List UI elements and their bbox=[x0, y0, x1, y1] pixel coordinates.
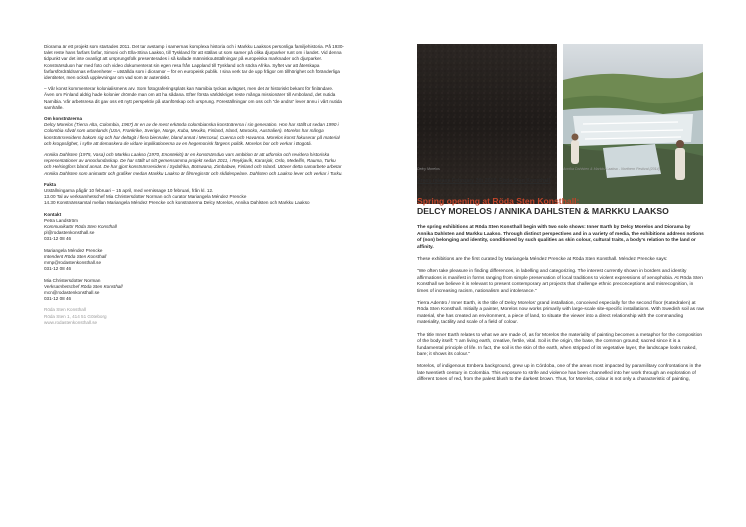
footer-org: Röda Sten Konsthall bbox=[44, 307, 86, 313]
contact-1-phone: 031-12 08 46 bbox=[44, 236, 72, 242]
contact-3-name: Mia Christersdotter Norman bbox=[44, 277, 101, 283]
intro-paragraph-2: – Vår konst kommenterar kolonialismens arv. Som fotograferingsplats kan Namibia tyckas avlägset, men det är historiskt bekant för finländare. Även om Finland aldrig hade kolonier drömde man om att ha sådana. Efter första världskriget reste många missionärer till Amboland, det nutida Namibia. Vår arbetsresa dit gav oss ett nytt perspektiv på utanförskap och ursprung. Föreställningar om oss och "de andra" lever ännu i vårt nutida samhälle. bbox=[44, 86, 342, 110]
body-paragraph-3: Tierra Adentro / Inner Earth, is the title of Delcy Morelos' grand installation, conceived especially for the second floor (Katedralen) at Röda Sten Konsthall. Initially a painter, Morelos now works primarily with large-scale site-specific installations. With Swedish soil as raw material, she has created an environment, a piece of land, to situate the viewer into a direct relationship with the commanding materiality, tactility and scale of a field of colour. bbox=[417, 301, 705, 326]
right-page bbox=[373, 0, 746, 527]
contact-2-name: Mariangela Méndez Prencke bbox=[44, 247, 103, 253]
facts-heading: Fakta bbox=[44, 181, 57, 187]
about-dahlsten-laakso: Annika Dahlsten (1975, Vasa) och Markku Laakso (1970, Enontekiö) är en konstnärsduo vars ambition är att utforska och revidera historiska representationer av annorlundaskap. De har ställt ut sitt gemensamma projekt sedan 2011, i Reykjavík, Karasjok, Oslo, Medellín, Rauma, Turku och Helsingfors bland annat. De har gjort konstnärsresidens i Sydafrika, Botswana, Zimbabwe, Finland och Island. Utöver detta samarbete arbetar Annika Dahlsten som animatör och grafiker medan Markku Laakso är filmregissör och skådespelare. Dahlsten och Laakso lever och verkar i Turku. bbox=[44, 152, 343, 176]
headline: Spring opening at Röda Sten Konsthall: bbox=[417, 196, 580, 207]
facts-line-3: 14.30 Konstnärssamtal mellan Mariangela Méndez Prencke och konstnärerna Delcy Morelos, Annika Dahlsten och Markku Laakso bbox=[44, 200, 310, 206]
caption-dahlsten-laakso: Annika Dahlsten & Markku Laakso - Northern Festival (2014) bbox=[563, 167, 660, 171]
contact-3-email[interactable]: mcn@rodastenkonsthall.se bbox=[44, 289, 100, 295]
about-morelos: Delcy Morelos (Tierra Alta, Colombia, 1967) är en av de mest erkända colombianska konstnärerna i sin generation. Hon har ställt ut sedan 1990 i Colombia såväl som utomlands (USA, Frankrike, Sverige, Norge, Kuba, Mexiko, Finland, Irland, Marocko, Australien). Morelos har många konstnärsresidens bakom sig och har deltagit i flera biennaler, bland annat i Mercosul, Cuenca och Havanna. Morelos konst fokuserar på material och kroppslighet, i syfte att demaskera de vidare implikationerna av en hegemonisk färgens politik. Morelos bor och verkar i Bogotá. bbox=[44, 122, 340, 146]
contact-2-phone: 031-12 08 46 bbox=[44, 266, 72, 272]
body-paragraph-1: These exhibitions are the first curated by Mariangela Méndez Prencke at Röda Sten Konsthall. Méndez Prencke says: bbox=[417, 257, 668, 263]
footer-website[interactable]: www.rodastenkonsthall.se bbox=[44, 319, 98, 325]
facts-line-1: Utställningarna pågår 10 februari – 15 april, med vernissage 10 februari, från kl. 12. bbox=[44, 188, 214, 194]
contact-1-name: Petra Landström bbox=[44, 217, 78, 223]
body-paragraph-2: "We often take pleasure in finding differences, in labelling and categorizing. The interest currently shown in borders and identity affirmations is manifest in forms ranging from simple preservation of local traditions to violent expressions of xenophobia. At Röda Sten Konsthall we believe it is relevant to present contemporary art projects that challenge ethnic preconceptions and misrecognition, in times of increasing racism, nationalism and intolerance." bbox=[417, 269, 703, 294]
english-text-column bbox=[417, 178, 705, 390]
footer-address: Röda Sten 1, 414 51 Göteborg bbox=[44, 313, 107, 319]
contact-heading: Kontakt bbox=[44, 211, 62, 217]
contact-1-role: Kommunikatör Röda Sten Konsthall bbox=[44, 224, 117, 230]
about-heading: Om konstnärerna bbox=[44, 116, 83, 122]
intro-paragraph-1: Diorama är ett projekt som startades 2011. Det tar avstamp i samernas komplexa historia och i Markku Laaksos personliga familjehistoria. På 1930-talet reste hans farfars farfar, Simoni och Ella-Stina Laakso, till Tyskland för att ställas ut som samer på olika djurparker runt om i landet. Vid denna tidpunkt var det inte ovanligt att ursprungsfolk presenterades i så kallade människoutställningar på europeiska marknader och djurparker. Konstnärsduon har med foto och video dokumenterat sin egen resa från Lappland till Tyskland och södra Afrika. Syftet var att återskapa farfarsfördräldrarnas erfarenheter – utställda som i dioramor – för en europeisk publik. I sina verk tar de upp frågor om tillhörighet och föränderliga identiteter, men också upplevningar om vad som är autentiskt. bbox=[44, 44, 344, 81]
body-paragraph-4: The title Inner Earth relates to what we are made of, as for Morelos the materiality of painting becomes a metaphor for the composition of the body itself: "I am living earth, creative, fertile, vital. Soil is the origin, the base, the common ground; sacred since it is a fundamental principle of life. In fact, the soil is the skin of the earth, when stripped of its vegetative layer, the landscape looks naked, bare; it shows its colour." bbox=[417, 332, 703, 357]
body-paragraph-5: Morelos, of indigenous Embera background, grew up in Córdoba, one of the areas most impacted by paramilitary confrontations in the late twentieth century in Colombia. This exposure to strife and violence has been channelled into her work through an exploration of different tones of red, from the palest blush to the darkest brown. Thus, for Morelos, colour is not only a characteristic of painting, bbox=[417, 364, 702, 383]
lead-paragraph: The spring exhibitions at Röda Sten Konsthall begin with two solo shows: Inner Earth by Delcy Morelos and Diorama by Annika Dahlsten and Markku Laakso. Through distinct perspectives and in a variety of media, the exhibitions address notions of (non) belonging and identity, conditioned by such qualities as skin colour, cultural traits, a body's relation to the land or affinity. bbox=[417, 225, 704, 250]
artists-headline: DELCY MORELOS / ANNIKA DAHLSTEN & MARKKU LAAKSO bbox=[417, 206, 669, 217]
swedish-text-column bbox=[44, 44, 344, 326]
contact-2-email[interactable]: mmp@rodastenkonsthall.se bbox=[44, 260, 102, 266]
facts-line-2: 13.00 Tal av verksamhetschef Mia Christersdotter Norman och curator Mariangela Méndez Prencke bbox=[44, 194, 247, 200]
contact-3-role: Verksamhetschef Röda Sten Konsthall bbox=[44, 283, 123, 289]
contact-2-role: Intendent Röda Sten Konsthall bbox=[44, 253, 107, 259]
press-release-date[interactable]: Press release February 2th 2018, Röda Sten Konsthall bbox=[417, 178, 550, 184]
contact-3-phone: 031-12 08 46 bbox=[44, 296, 72, 302]
caption-morelos: Delcy Morelos bbox=[417, 167, 440, 171]
contact-1-email[interactable]: pl@rodastenkonsthall.se bbox=[44, 230, 95, 236]
